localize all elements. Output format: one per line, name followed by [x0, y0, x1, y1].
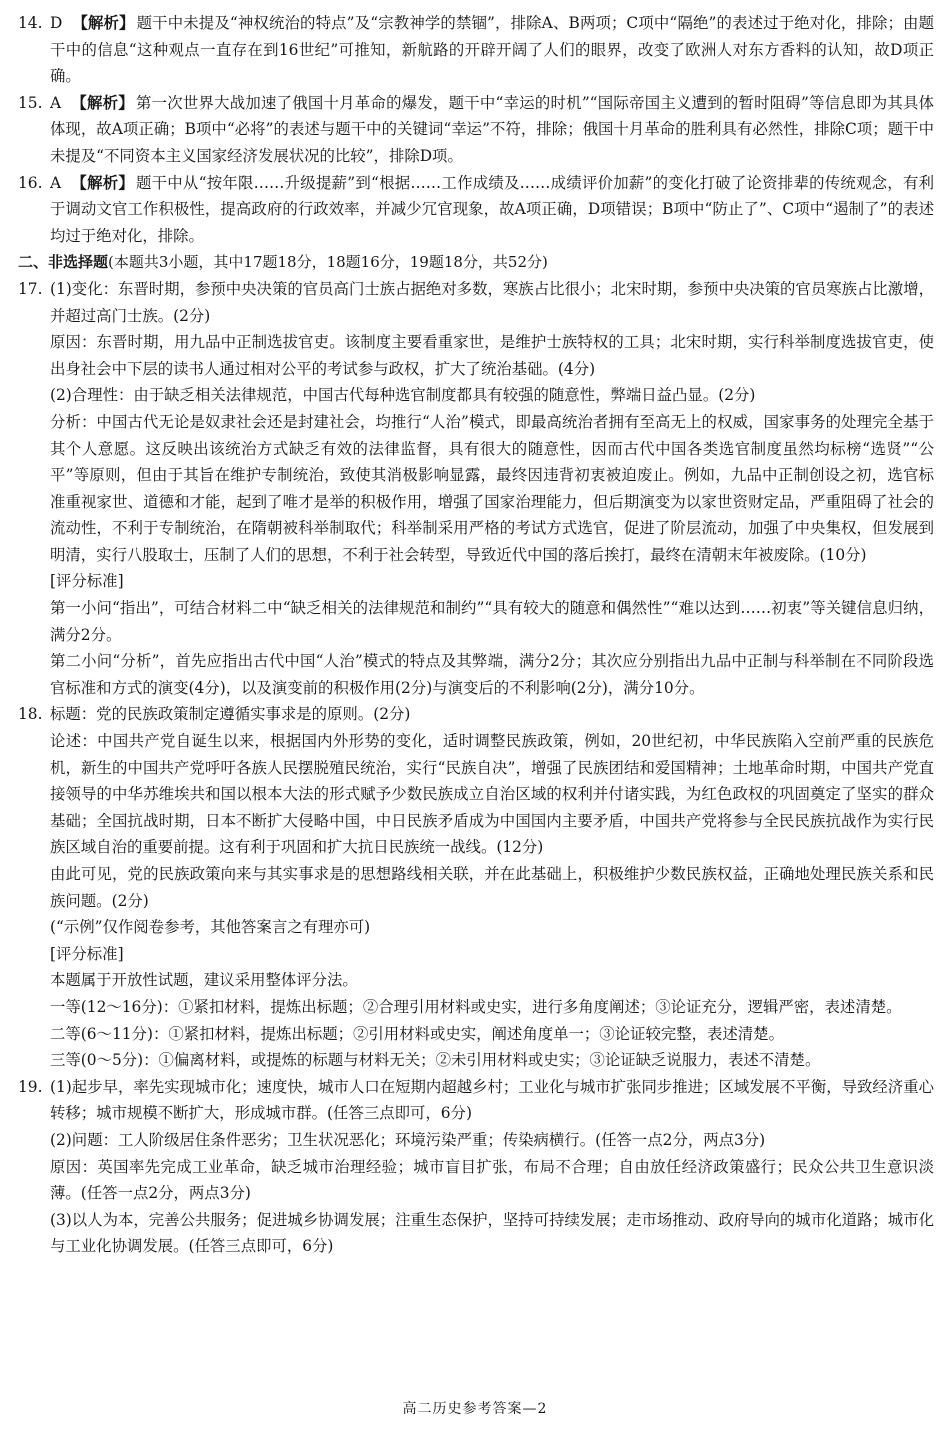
- section-score-note: (本题共3小题，其中17题18分，18题16分，19题18分，共52分): [108, 253, 548, 272]
- section-title: [18, 249, 934, 276]
- question-number: 17.: [18, 279, 43, 298]
- q18-conclusion: 由此可见，党的民族政策向来与其实事求是的思想路线相关联，并在此基础上，积极维护少数民族权益，正确地处理民族关系和民族问题。(2分): [50, 865, 934, 910]
- section-heading: [18, 249, 934, 276]
- question-number: 15.: [18, 93, 43, 112]
- question-number: 19.: [18, 1077, 43, 1096]
- q17-part1-reason: 原因：东晋时期，用九品中正制选拔官吏。该制度主要看重家世，是维护士族特权的工具；北宋时期，实行科举制度选拔官吏，使出身社会中下层的读书人通过相对公平的考试参与政权，扩大了统治基础。(4分): [50, 333, 934, 378]
- analysis-tag: 【解析】: [72, 14, 135, 32]
- q19-part2-problems: (2)问题：工人阶级居住条件恶劣；卫生状况恶化；环境污染严重；传染病横行。(任答一点2分，两点3分): [50, 1130, 766, 1149]
- answer-letter: D: [50, 14, 63, 32]
- q17-grading-item: 第一小问“指出”，可结合材料二中“缺乏相关的法律规范和制约”“具有较大的随意和偶然性”“难以达到……初衷”等关键信息归纳，满分2分。: [50, 599, 934, 644]
- q18-argument: 论述：中国共产党自诞生以来，根据国内外形势的变化，适时调整民族政策，例如，20世纪初，中华民族陷入空前严重的民族危机，新生的中国共产党呼吁各族人民摆脱殖民统治，实行“民族自决”，增强了民族团结和爱国精神；土地革命时期，中国共产党直接领导的中华苏维埃共和国以根本大法的形式赋予少数民族成立自治区域的权利并付诸实践，为红色政权的巩固奠定了坚实的群众基础；全国抗战时期，日本不断扩大侵略中国，中日民族矛盾成为中国国内主要矛盾，中国共产党将参与全民民族抗战作为实行民族区域自治的重要前提。这有利于巩固和扩大抗日民族统一战线。(12分): [50, 732, 934, 857]
- q18-grade-level-3: 三等(0～5分)：①偏离材料，或提炼的标题与材料无关；②未引用材料或史实；③论证缺乏说服力，表述不清楚。: [50, 1051, 821, 1070]
- q18-grading-heading: [评分标准]: [50, 944, 124, 963]
- question-14: [18, 10, 934, 90]
- q17-grading-heading: [评分标准]: [50, 572, 124, 591]
- answer-letter: A: [50, 173, 62, 192]
- question-number: 16.: [18, 173, 43, 192]
- question-15: [18, 90, 934, 170]
- q17-part2-analysis: 分析：中国古代无论是奴隶社会还是封建社会，均推行“人治”模式，即最高统治者拥有至高无上的权威，国家事务的处理完全基于其个人意愿。这反映出该统治方式缺乏有效的法律监督，具有很大的随意性，因而古代中国各类选官制度虽然均标榜“选贤”“公平”等原则，但由于其旨在维护专制统治，致使其消极影响显露，最终因违背初衷被迫废止。例如，九品中正制创设之初，选官标准重视家世、道德和才能，起到了唯才是举的积极作用，增强了国家治理能力，但后期演变为以家世资财定品，严重阻碍了社会的流动性，不利于专制统治，在隋朝被科举制取代；科举制采用严格的考试方式选官，促进了阶层流动，加强了中央集权，但发展到明清，实行八股取士，压制了人们的思想，不利于社会转型，导致近代中国的落后挨打，最终在清朝末年被废除。(10分): [50, 412, 934, 564]
- q18-title: 标题：党的民族政策制定遵循实事求是的原则。(2分): [50, 705, 411, 724]
- q19-part3: (3)以人为本，完善公共服务；促进城乡协调发展；注重生态保护，坚持可持续发展；走市场推动、政府导向的城市化道路；城市化与工业化协调发展。(任答三点即可，6分): [50, 1210, 934, 1256]
- question-18: [18, 701, 934, 1073]
- analysis-tag: 【解析】: [71, 93, 134, 112]
- question-19: [18, 1074, 934, 1260]
- q17-grading-item: 第二小问“分析”，首先应指出古代中国“人治”模式的特点及其弊端，满分2分；其次应分别指出九品中正制与科举制在不同阶段选官标准和方式的演变(4分)，以及演变前的积极作用(2分)与演变后的不利影响(2分)，满分10分。: [50, 652, 934, 697]
- question-number: 18.: [18, 705, 43, 724]
- question-16: [18, 170, 934, 250]
- analysis-text: 题干中未提及“神权统治的特点”及“宗教神学的禁锢”，排除A、B两项；C项中“隔绝”的表述过于绝对化，排除；由题干中的信息“这种观点一直存在到16世纪”可推知，新航路的开辟开阔了人们的眼界，改变了欧洲人对东方香料的认知，故D项正确。: [50, 14, 934, 86]
- analysis-text: 第一次世界大战加速了俄国十月革命的爆发，题干中“幸运的时机”“国际帝国主义遭到的暂时阻碍”等信息即为其具体体现，故A项正确；B项中“必将”的表述与题干中的关键词“幸运”不符，排除；俄国十月革命的胜利具有必然性，排除C项；题干中未提及“不同资本主义国家经济发展状况的比较”，排除D项。: [50, 93, 934, 165]
- q17-part2-rationale: (2)合理性：由于缺乏相关法律规范，中国古代每种选官制度都具有较强的随意性，弊端日益凸显。(2分): [50, 386, 756, 405]
- q18-grading-item: 本题属于开放性试题，建议采用整体评分法。: [50, 971, 358, 990]
- q19-part1: (1)起步早，率先实现城市化；速度快，城市人口在短期内超越乡村；工业化与城市扩张同步推进；区域发展不平衡，导致经济重心转移；城市规模不断扩大，形成城市群。(任答三点即可，6分): [50, 1077, 934, 1123]
- q18-example-note: (“示例”仅作阅卷参考，其他答案言之有理亦可): [50, 918, 371, 937]
- q18-grade-level-1: 一等(12～16分)：①紧扣材料，提炼出标题；②合理引用材料或史实，进行多角度阐述；③论证充分，逻辑严密，表述清楚。: [50, 997, 902, 1016]
- section-title-text: 二、非选择题: [18, 253, 109, 272]
- q18-grade-level-2: 二等(6～11分)：①紧扣材料，提炼出标题；②引用材料或史实，阐述角度单一；③论证较完整，表述清楚。: [50, 1024, 784, 1043]
- question-17: [18, 276, 934, 702]
- q19-part2-reasons: 原因：英国率先完成工业革命，缺乏城市治理经验；城市盲目扩张，布局不合理；自由放任经济政策盛行；民众公共卫生意识淡薄。(任答一点2分，两点3分): [50, 1157, 934, 1203]
- question-14-explanation: [50, 10, 934, 90]
- question-15-explanation: [50, 90, 934, 170]
- q17-part1-change: (1)变化：东晋时期，参预中央决策的官员高门士族占据绝对多数，寒族占比很小；北宋时期，参预中央决策的官员寒族占比激增，并超过高门士族。(2分): [50, 279, 934, 325]
- analysis-text: 题干中从“按年限……升级提薪”到“根据……工作成绩及……成绩评价加薪”的变化打破了论资排辈的传统观念，有利于调动文官工作积极性，提高政府的行政效率，并减少冗官现象，故A项正确，D项错误；B项中“防止了”、C项中“遏制了”的表述均过于绝对化，排除。: [50, 173, 934, 245]
- answer-letter: A: [50, 93, 62, 112]
- question-number: 14.: [18, 14, 43, 32]
- page-footer: 高二历史参考答案—2: [402, 1401, 548, 1417]
- analysis-tag: 【解析】: [71, 173, 134, 192]
- question-16-explanation: [50, 170, 934, 250]
- answer-key-page: [18, 10, 934, 1260]
